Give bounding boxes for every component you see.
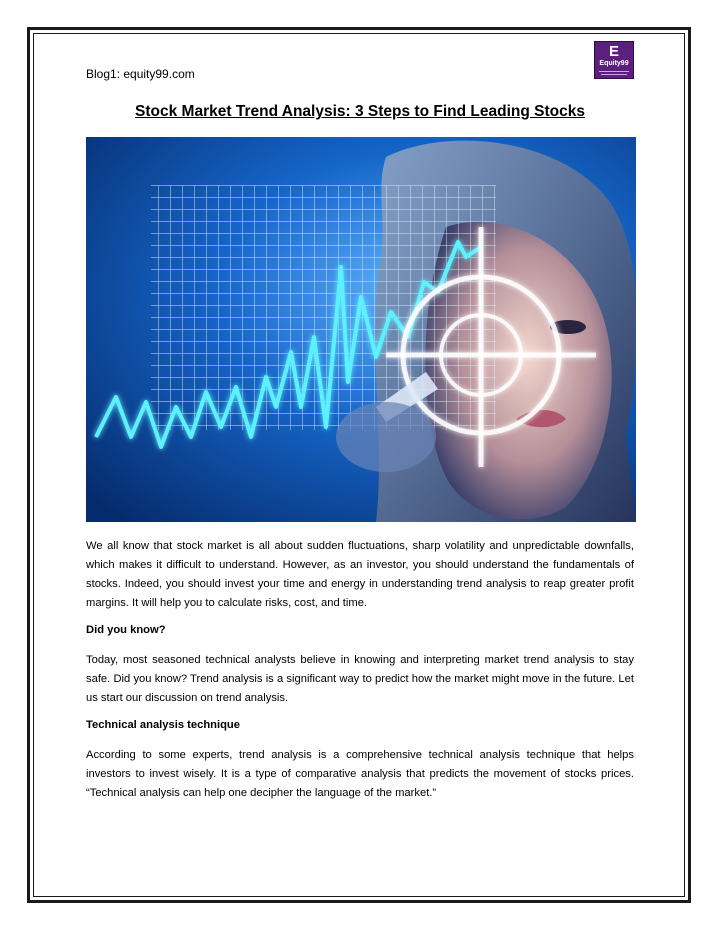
equity99-logo (594, 41, 634, 79)
hand-shape (336, 402, 436, 472)
logo-letter: E (608, 43, 619, 60)
page-title: Stock Market Trend Analysis: 3 Steps to Find Leading Stocks (135, 103, 585, 120)
hero-image (86, 137, 636, 522)
section-heading-did-you-know: Did you know? (86, 624, 166, 636)
section-heading-technical-analysis: Technical analysis technique (86, 719, 240, 731)
technical-analysis-paragraph: According to some experts, trend analysis is a comprehensive technical analysis technique that helps investors to invest wisely. It is a type of comparative analysis that predicts the movement of stocks prices. “Technical analysis can help one decipher the language of the market.” (86, 749, 634, 799)
logo-tagline-line (599, 71, 629, 72)
logo-tagline-line (601, 74, 627, 75)
did-you-know-paragraph: Today, most seasoned technical analysts believe in knowing and interpreting market trend analysis to stay safe. Did you know? Trend analysis is a significant way to predict how the market might move in the future. Let us start our discussion on trend analysis. (86, 654, 634, 704)
intro-paragraph: We all know that stock market is all about sudden fluctuations, sharp volatility and unpredictable downfalls, which makes it difficult to understand. However, as an investor, you should understand the fundamentals of stocks. Indeed, you should invest your time and energy in understanding trend analysis to reap greater profit margins. It will help you to calculate risks, cost, and time. (86, 540, 634, 609)
blog-label: Blog1: equity99.com (86, 67, 195, 81)
logo-name: Equity99 (599, 60, 629, 67)
